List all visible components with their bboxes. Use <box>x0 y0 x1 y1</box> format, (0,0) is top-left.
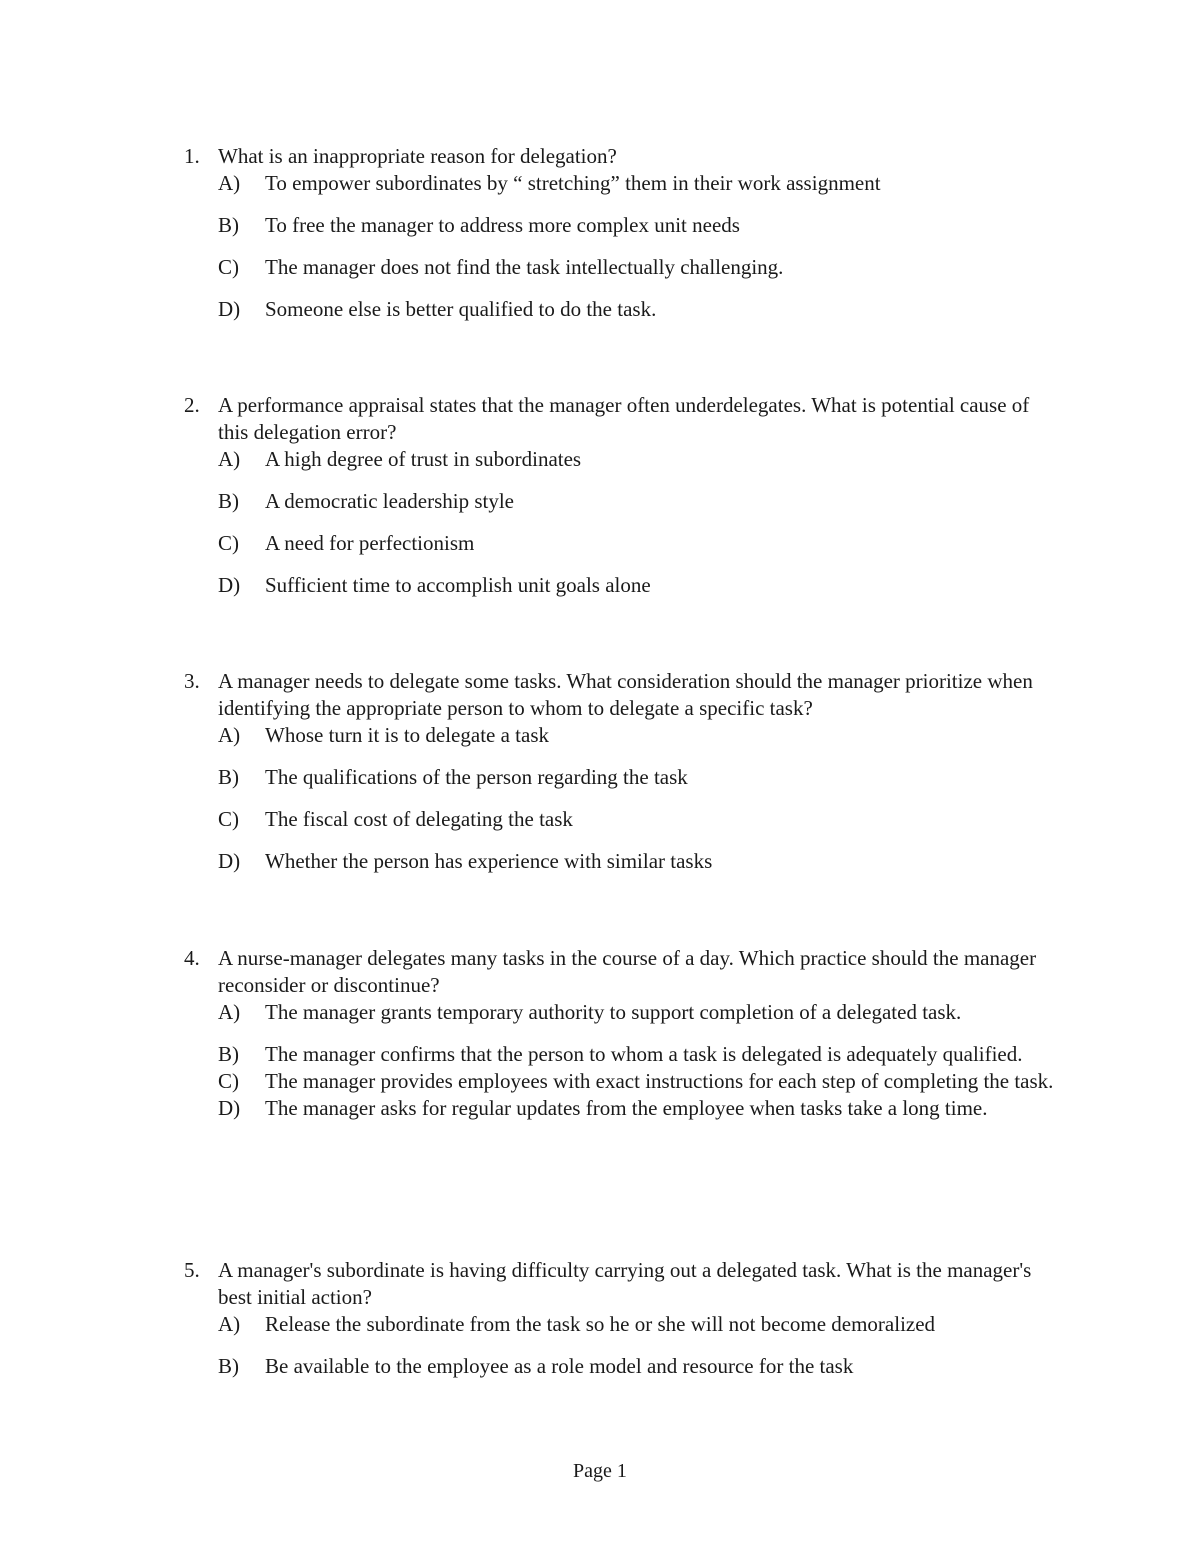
option-text: The manager grants temporary authority to support completion of a delegated task. <box>265 1000 962 1024</box>
option-letter: B) <box>218 1042 239 1066</box>
answer-option <box>218 1311 1064 1338</box>
question-text: A performance appraisal states that the manager often underdelegates. What is potential cause of this delegation error? <box>218 393 1030 444</box>
option-letter: D) <box>218 1096 241 1120</box>
option-text: To empower subordinates by “ stretching” them in their work assignment <box>265 171 881 195</box>
answer-option <box>218 170 1064 197</box>
answer-option <box>218 1041 1064 1068</box>
option-letter: A) <box>218 1000 241 1024</box>
question-1 <box>184 143 1064 338</box>
question-stem <box>184 668 1064 722</box>
answer-options <box>218 999 1064 1122</box>
option-letter: B) <box>218 213 239 237</box>
answer-option <box>218 1095 1064 1122</box>
option-letter: B) <box>218 489 239 513</box>
page-footer <box>0 1460 1200 1483</box>
option-letter: A) <box>218 1312 241 1336</box>
option-text: The manager provides employees with exact instructions for each step of completing the task. <box>265 1069 1054 1093</box>
answer-option <box>218 999 1064 1026</box>
option-letter: C) <box>218 255 239 279</box>
question-text: A manager's subordinate is having difficulty carrying out a delegated task. What is the manager's best initial action? <box>218 1258 1032 1309</box>
question-text: A nurse-manager delegates many tasks in the course of a day. Which practice should the manager reconsider or discontinue? <box>218 946 1037 997</box>
question-2 <box>184 392 1064 614</box>
option-text: Whether the person has experience with similar tasks <box>265 849 713 873</box>
question-4 <box>184 945 1064 1122</box>
question-stem <box>184 392 1064 446</box>
question-3 <box>184 668 1064 890</box>
option-text: The manager does not find the task intellectually challenging. <box>265 255 784 279</box>
answer-option <box>218 1068 1064 1095</box>
option-text: The fiscal cost of delegating the task <box>265 807 573 831</box>
answer-options <box>218 722 1064 875</box>
option-letter: D) <box>218 297 241 321</box>
answer-option <box>218 446 1064 473</box>
option-text: Whose turn it is to delegate a task <box>265 723 550 747</box>
option-letter: B) <box>218 1354 239 1378</box>
option-letter: A) <box>218 171 241 195</box>
answer-option <box>218 848 1064 875</box>
answer-option <box>218 764 1064 791</box>
option-letter: A) <box>218 447 241 471</box>
option-text: The manager asks for regular updates from the employee when tasks take a long time. <box>265 1096 988 1120</box>
question-number: 3. <box>184 669 200 693</box>
question-text: A manager needs to delegate some tasks. What consideration should the manager prioritize when identifying the appropriate person to whom to delegate a specific task? <box>218 669 1033 720</box>
option-text: To free the manager to address more complex unit needs <box>265 213 740 237</box>
answer-option <box>218 296 1064 323</box>
answer-option <box>218 1353 1064 1380</box>
answer-options <box>218 1311 1064 1380</box>
answer-option <box>218 488 1064 515</box>
question-number: 4. <box>184 946 200 970</box>
option-text: The manager confirms that the person to whom a task is delegated is adequately qualified. <box>265 1042 1023 1066</box>
question-stem <box>184 945 1064 999</box>
option-text: Sufficient time to accomplish unit goals alone <box>265 573 651 597</box>
option-text: A need for perfectionism <box>265 531 475 555</box>
answer-option <box>218 806 1064 833</box>
answer-option <box>218 572 1064 599</box>
option-text: Be available to the employee as a role model and resource for the task <box>265 1354 854 1378</box>
option-letter: B) <box>218 765 239 789</box>
page-number: Page 1 <box>573 1460 627 1482</box>
option-text: A democratic leadership style <box>265 489 514 513</box>
question-text: What is an inappropriate reason for delegation? <box>218 144 617 168</box>
option-letter: D) <box>218 573 241 597</box>
question-stem <box>184 1257 1064 1311</box>
answer-option <box>218 254 1064 281</box>
answer-option <box>218 530 1064 557</box>
question-number: 5. <box>184 1258 200 1282</box>
option-text: Someone else is better qualified to do the task. <box>265 297 657 321</box>
answer-option <box>218 212 1064 239</box>
option-letter: A) <box>218 723 241 747</box>
option-text: Release the subordinate from the task so he or she will not become demoralized <box>265 1312 936 1336</box>
answer-options <box>218 446 1064 599</box>
option-text: A high degree of trust in subordinates <box>265 447 582 471</box>
question-number: 2. <box>184 393 200 417</box>
option-letter: D) <box>218 849 241 873</box>
question-5 <box>184 1257 1064 1395</box>
question-stem <box>184 143 1064 170</box>
question-number: 1. <box>184 144 200 168</box>
option-letter: C) <box>218 1069 239 1093</box>
option-letter: C) <box>218 531 239 555</box>
answer-option <box>218 722 1064 749</box>
answer-options <box>218 170 1064 323</box>
option-letter: C) <box>218 807 239 831</box>
option-text: The qualifications of the person regarding the task <box>265 765 688 789</box>
